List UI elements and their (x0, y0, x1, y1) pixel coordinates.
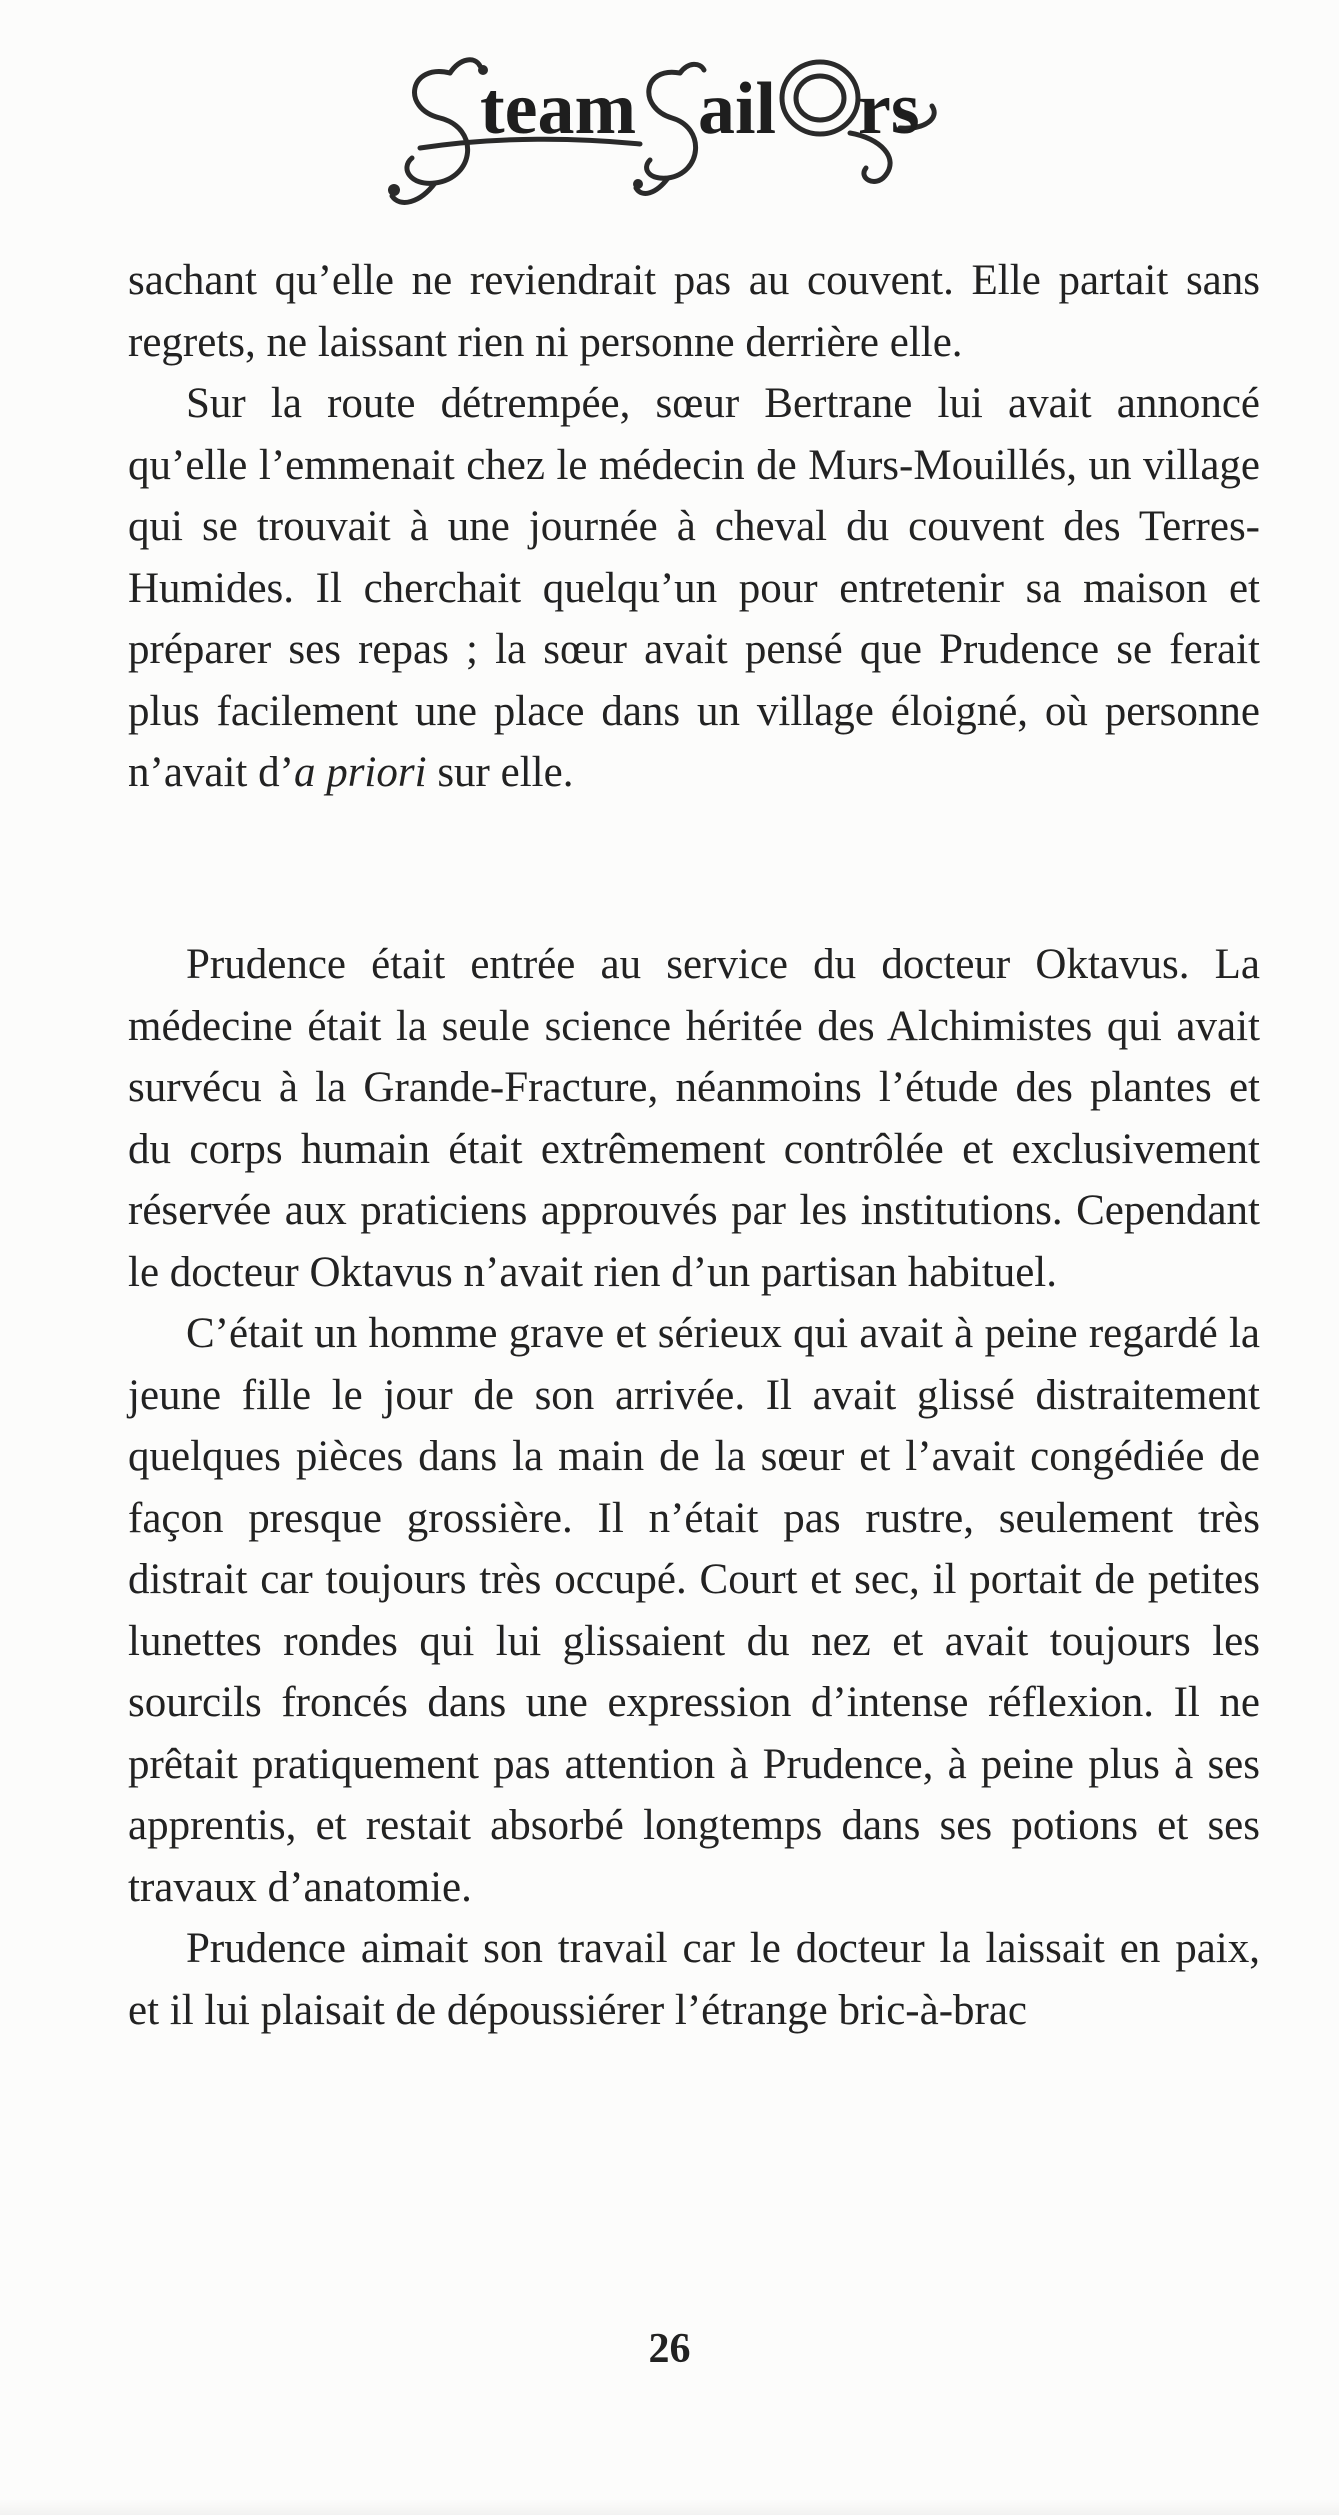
paragraph: sachant qu’elle ne reviendrait pas au couvent. Elle partait sans regrets, ne laissant rien ni personne derrière elle. (128, 257, 1260, 366)
paragraph: C’était un homme grave et sérieux qui avait à peine regardé la jeune fille le jour de son arrivée. Il avait glissé distraitement quelques pièces dans la main de la sœur et l’avait congédiée de façon presque grossière. Il n’était pas rustre, seulement très distrait car toujours très occupé. Court et sec, il portait de petites lunettes rondes qui lui glissaient du nez et avait toujours les sourcils froncés dans une expression d’intense réflexion. Il ne prêtait pratiquement pas attention à Prudence, à peine plus à ses apprentis, et restait absorbé longtemps dans ses potions et ses travaux d’anatomie. (128, 1310, 1260, 1911)
steamsailors-logo (380, 18, 960, 218)
svg-text:team: team (480, 68, 637, 150)
text-section-1 (128, 250, 1260, 804)
paragraph: Prudence était entrée au service du docteur Oktavus. La médecine était la seule science héritée des Alchimistes qui avait survécu à la Grande-Fracture, néanmoins l’étude des plantes et du corps humain était extrêmement contrôlée et exclusivement réservée aux praticiens approuvés par les institutions. Cependant le docteur Oktavus n’avait rien d’un partisan habituel. (128, 941, 1260, 1296)
italic-phrase: a priori (293, 749, 427, 796)
paragraph: Prudence aimait son travail car le docteur la laissait en paix, et il lui plaisait de dépoussiérer l’étrange bric-à-brac (128, 1925, 1260, 2034)
page-number: 26 (648, 2326, 691, 2372)
page-edge (0, 2499, 1339, 2515)
svg-text:ail: ail (698, 68, 777, 150)
paragraph-text: sur elle. (426, 749, 574, 796)
paragraph-text: Sur la route détrempée, sœur Bertrane lui avait annoncé qu’elle l’emmenait chez le médecin de Murs-Mouillés, un village qui se trouvait à une journée à cheval du couvent des Terres-Humides. Il cherchait quelqu’un pour entretenir sa maison et préparer ses repas ; la sœur avait pensé que Prudence se ferait plus facilement une place dans un village éloigné, où personne n’avait d’ (128, 380, 1260, 796)
paragraph (128, 373, 1260, 804)
text-section-2 (128, 934, 1260, 2041)
svg-text:rs: rs (858, 68, 920, 150)
steamsailors-logo-graphic (380, 18, 960, 218)
